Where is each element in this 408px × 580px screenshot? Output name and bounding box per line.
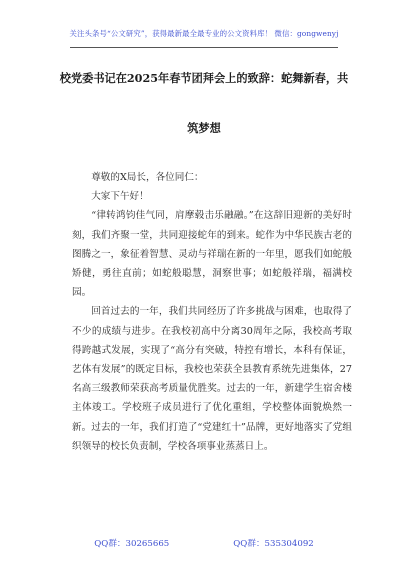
salutation: 尊敬的X局长，各位同仁：	[91, 172, 204, 183]
document-body	[72, 168, 352, 456]
greeting: 大家下午好！	[91, 191, 149, 203]
body-paragraph-1: “律转鸿钧佳气同，肩摩毂击乐融融。”在这辞旧迎新的美好时刻，我们齐聚一堂，共同迎接蛇年的到来。蛇作为中华民族古老的图腾之一，象征着智慧、灵动与祥瑞在新的一年里，愿我们如蛇般矫健，勇往直前；如蛇般聪慧，洞察世事；如蛇般祥瑞，福满校园。	[72, 210, 352, 299]
body-paragraph-2: 回首过去的一年，我们共同经历了许多挑战与困难，也取得了不少的成绩与进步。在我校初高中分离30周年之际，我校高考取得跨越式发展，实现了“高分有突破，特控有增长，本科有保证，艺体有发展”的既定目标，我校也荣获全县教育系统先进集体，27名高三级教师荣获高考质量优胜奖。过去的一年，新建学生宿舍楼主体竣工。学校班子成员进行了优化重组，学校整体面貌焕然一新。过去的一年，我们打造了“党建红十”品牌，更好地落实了党组织领导的校长负责制，学校各项事业蒸蒸日上。	[72, 306, 352, 452]
document-title-line-2: 筑梦想	[187, 121, 221, 135]
document-title-line-1: 校党委书记在2025年春节团拜会上的致辞：蛇舞新春，共	[59, 71, 349, 85]
header-note: 关注头条号“公文研究”，获得最新最全最专业的公文资料库！ 微信：gongwenyj	[69, 29, 339, 38]
footer-qq-group-2: QQ群：535304092	[233, 539, 314, 549]
footer-qq-group-1: QQ群：30265665	[94, 539, 170, 549]
header-divider	[70, 47, 338, 48]
footer-contact	[0, 537, 408, 549]
